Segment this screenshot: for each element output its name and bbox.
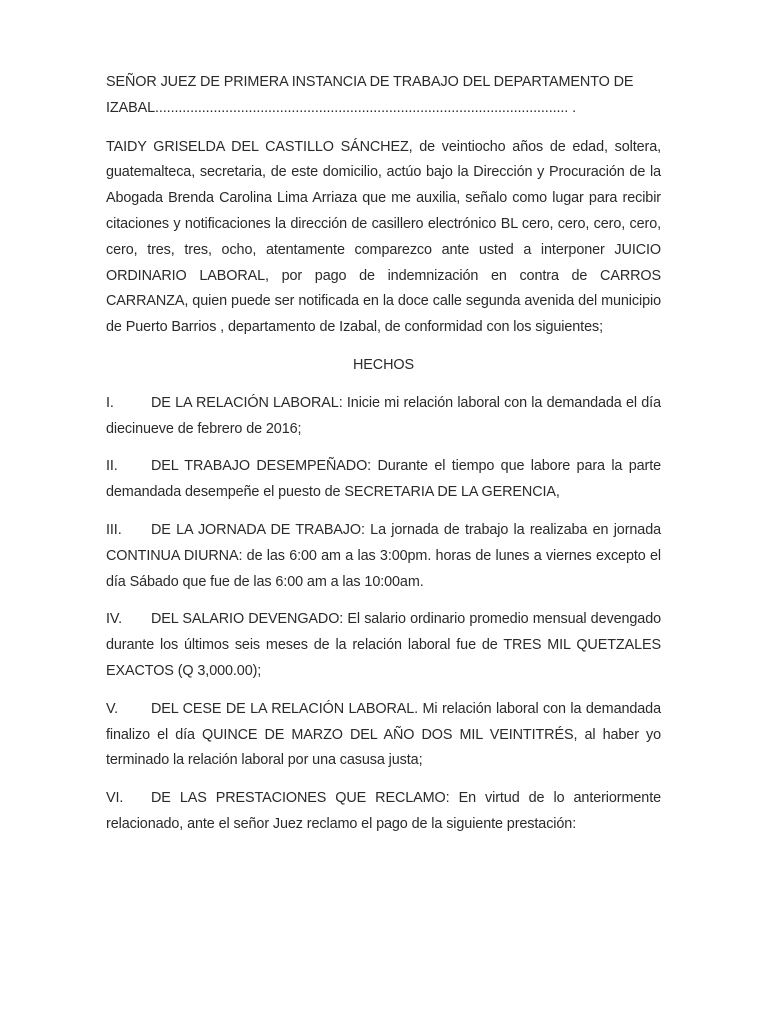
fact-numeral: II.: [106, 458, 118, 475]
fact-paragraph: [106, 607, 661, 684]
header-line-1: SEÑOR JUEZ DE PRIMERA INSTANCIA DE TRABAJO DEL DEPARTAMENTO DE: [106, 74, 634, 90]
fact-text: DEL SALARIO DEVENGADO: El salario ordinario promedio mensual devengado durante los últimos seis meses de la relación laboral fue de TRES MIL QUETZALES EXACTOS (Q 3,000.00);: [106, 611, 661, 679]
document-header: [106, 70, 661, 122]
intro-paragraph: TAIDY GRISELDA DEL CASTILLO SÁNCHEZ, de veintiocho años de edad, soltera, guatemalteca, secretaria, de este domicilio, actúo bajo la Dirección y Procuración de la Abogada Brenda Carolina Lima Arriaza que me auxilia, señalo como lugar para recibir citaciones y notificaciones la dirección de casillero electrónico BL cero, cero, cero, cero, cero, tres, tres, ocho, atentamente comparezco ante usted a interponer JUICIO ORDINARIO LABORAL, por pago de indemnización en contra de CARROS CARRANZA, quien puede ser notificada en la doce calle segunda avenida del municipio de Puerto Barrios , departamento de Izabal, de conformidad con los siguientes;: [106, 138, 661, 336]
fact-paragraph: [106, 391, 661, 443]
fact-paragraph: [106, 454, 661, 506]
fact-text: DE LA JORNADA DE TRABAJO: La jornada de trabajo la realizaba en jornada CONTINUA DIURNA: de las 6:00 am a las 3:00pm. horas de lunes a viernes excepto el día Sábado que fue de las 6:00 am a las 10:00am.: [106, 521, 661, 590]
fact-paragraph: [106, 518, 661, 595]
header-line-2: IZABAL.......................................................................................................... .: [106, 99, 576, 116]
fact-paragraph: [106, 697, 661, 774]
fact-numeral: I.: [106, 394, 114, 411]
fact-numeral: III.: [106, 521, 122, 538]
document-page: [106, 70, 661, 850]
section-title-hechos: HECHOS: [353, 356, 414, 373]
fact-numeral: V.: [106, 700, 119, 717]
fact-numeral: VI.: [106, 790, 124, 807]
fact-numeral: IV.: [106, 611, 122, 628]
fact-paragraph: [106, 786, 661, 838]
fact-text: DEL TRABAJO DESEMPEÑADO: Durante el tiempo que labore para la parte demandada desempeñe el puesto de SECRETARIA DE LA GERENCIA,: [106, 458, 661, 501]
fact-text: DE LAS PRESTACIONES QUE RECLAMO: En virtud de lo anteriormente relacionado, ante el señor Juez reclamo el pago de la siguiente prestación:: [106, 790, 661, 832]
fact-text: DE LA RELACIÓN LABORAL: Inicie mi relación laboral con la demandada el día diecinueve de febrero de 2016;: [106, 394, 661, 437]
fact-text: DEL CESE DE LA RELACIÓN LABORAL. Mi relación laboral con la demandada finalizo el día QUINCE DE MARZO DEL AÑO DOS MIL VEINTITRÉS, al haber yo terminado la relación laboral por una casusa justa;: [106, 700, 661, 769]
